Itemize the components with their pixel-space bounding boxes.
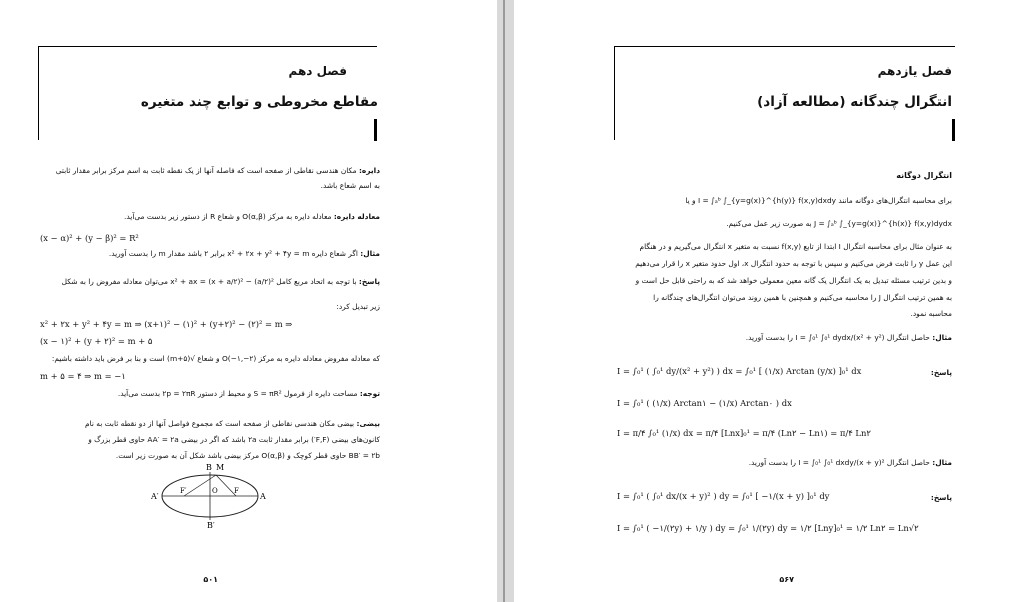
term-circle-equation: معادله دایره: <box>333 212 380 221</box>
circle-answer-eq3: m + ۵ = ۴ ⇒ m = −۱ <box>40 371 126 381</box>
ellipse-def-line3: BB′ = ۲b حاوی قطر کوچک و O(α,β) مرکز بیضی باشد شکل آن به صورت زیر است. <box>115 451 380 460</box>
term-example: مثال: <box>360 249 380 258</box>
term-note: توجه: <box>359 389 380 398</box>
ellipse-def-line2: کانون‌های بیضی (F,F′) برابر مقدار ثابت ۲a باشد که اگر در بیضی AA′ = ۲a حاوی قطر بزرگ و <box>88 435 380 444</box>
left-page-number: ۵۰۱ <box>203 575 218 584</box>
circle-example <box>109 249 380 259</box>
section-title: انتگرال دوگانه <box>896 171 952 180</box>
circle-answer-line3: که معادله مفروض معادله دایره به مرکز O(−۱,−۲) و شعاع √(m+۵) است و بنا بر فرض باید داشته باشیم: <box>51 354 380 363</box>
intro-line3: به عنوان مثال برای محاسبه انتگرال I ابتدا از تابع f(x,y) نسبت به متغیر x انتگرال می‌گیریم و در هنگام <box>639 242 952 251</box>
page-gutter <box>497 0 514 602</box>
area-note <box>118 389 380 399</box>
ellipse-definition <box>85 419 380 429</box>
circle-answer <box>62 277 380 287</box>
label-F-right: F <box>234 487 239 495</box>
label-O: O <box>212 487 218 495</box>
chapter-title-right: انتگرال چندگانه (مطالعه آزاد) <box>757 94 952 110</box>
circle-answer-eq1: x² + ۲x + y² + ۴y = m ⇒ (x+۱)² − (۱)² + (y+۲)² − (۲)² = m ⇒ <box>40 319 293 329</box>
term-answer-2: پاسخ: <box>930 493 952 502</box>
label-A-left: A′ <box>151 492 159 501</box>
chapter-title: مقاطع مخروطی و توابع چند متغیره <box>140 94 378 110</box>
answer-2-eq2: I = ∫₀¹ ( −۱/(۲y) + ۱/y ) dy = ∫₀¹ ۱/(۲y) dy = ۱/۲ [Lny]₀¹ = ۱/۲ Ln۲ = Ln√۲ <box>617 523 919 533</box>
term-circle: دایره: <box>358 166 380 175</box>
intro-line1: برای محاسبه انتگرال‌های دوگانه مانند I = ∫ₐᵇ ∫_{y=g(x)}^{h(y)} f(x,y)dxdy و یا <box>685 196 952 205</box>
circle-answer-eq2: (x − ۱)² + (y + ۲)² = m + ۵ <box>40 336 153 346</box>
term-ellipse: بیضی: <box>356 419 380 428</box>
term-answer-1: پاسخ: <box>930 368 952 377</box>
example-2-text: حاصل انتگرال I = ∫₀¹ ∫₀¹ dxdy/(x + y)² را بدست آورید. <box>748 458 930 467</box>
chapter-heading-box-right <box>614 46 955 140</box>
label-B-top: B <box>206 463 212 472</box>
circle-equation-desc: معادله دایره به مرکز O(α,β) و شعاع R از دستور زیر بدست می‌آید. <box>124 212 332 221</box>
gutter-divider <box>503 0 505 602</box>
circle-def-line1: مکان هندسی نقاطی از صفحه است که فاصله آنها از یک نقطه ثابت به اسم مرکز برابر مقدار ثابتی <box>55 166 357 175</box>
intro-line6: به همین ترتیب انتگرال J را محاسبه می‌کنیم و همچنین با همین روند می‌توان انتگرال‌های چندگانه را <box>653 293 952 302</box>
answer-1-eq1: I = ∫₀¹ ( ∫₀¹ dy/(x² + y²) ) dx = ∫₀¹ [ (۱/x) Arctan (y/x) ]₀¹ dx <box>617 366 862 376</box>
circle-definition <box>56 166 380 176</box>
circle-equation-formula: (x − α)² + (y − β)² = R² <box>40 233 139 243</box>
integral-example-1 <box>746 333 952 343</box>
ellipse-diagram <box>150 462 270 530</box>
chapter-number-right: فصل یازدهم <box>877 64 952 78</box>
chapter-number: فصل دهم <box>288 64 347 78</box>
chapter-heading-box <box>38 46 377 140</box>
circle-answer-text: با توجه به اتحاد مربع کامل x² + ax = (x + a/۲)² − (a/۲)² می‌توان معادله مفروض را به شکل <box>61 277 357 286</box>
intro-line4: این عمل y را ثابت فرض می‌کنیم و سپس با توجه به حدود انتگرال x، اول حدود متغیر x را قرار می‌دهیم <box>635 259 952 268</box>
left-page <box>0 0 497 602</box>
answer-1-eq2: I = ∫₀¹ ( (۱/x) Arctan۱ − (۱/x) Arctan۰ ) dx <box>617 398 792 408</box>
heading-box-corner-right <box>952 119 955 141</box>
circle-example-text: اگر شعاع دایره x² + ۲x + y² + ۴y = m برابر ۲ باشد مقدار m را بدست آورید. <box>108 249 358 258</box>
integral-example-2 <box>749 458 952 468</box>
ellipse-def-line1: بیضی مکان هندسی نقاطی از صفحه است که مجموع فواصل آنها از دو نقطه ثابت به نام <box>85 419 355 428</box>
example-1-text: حاصل انتگرال I = ∫₀¹ ∫₀¹ dydx/(x² + y²) را بدست آورید. <box>745 333 930 342</box>
label-F-left: F′ <box>180 487 187 495</box>
circle-equation-text <box>124 212 380 222</box>
term-example-1: مثال: <box>932 333 952 342</box>
answer-2-eq1: I = ∫₀¹ ( ∫₀¹ dx/(x + y)² ) dy = ∫₀¹ [ −۱/(x + y) ]₀¹ dy <box>617 491 830 501</box>
answer-1-eq3: I = π/۴ ∫₀¹ (۱/x) dx = π/۴ [Lnx]₀¹ = π/۴ (Ln۲ − Ln۱) = π/۴ Ln۲ <box>617 428 871 438</box>
focal-line-right <box>216 475 236 496</box>
intro-line2: J = ∫ₐᵇ ∫_{y=g(x)}^{h(x)} f(x,y)dydx به صورت زیر عمل می‌کنیم. <box>726 219 952 228</box>
heading-box-corner <box>374 119 377 141</box>
label-A-right: A <box>260 492 266 501</box>
right-page <box>514 0 1024 602</box>
area-note-text: مساحت دایره از فرمول S = πR² و محیط از دستور ۲p = ۲πR بدست می‌آید. <box>117 389 358 398</box>
term-example-2: مثال: <box>932 458 952 467</box>
label-M: M <box>216 463 225 472</box>
intro-line7: محاسبه نمود. <box>910 309 952 318</box>
label-B-bottom: B′ <box>207 521 215 530</box>
circle-answer-line2: زیر تبدیل کرد: <box>336 302 380 311</box>
intro-line5: و بدین ترتیب مسئله تبدیل به یک انتگرال یک گانه معین معمولی خواهد شد که به راحتی قابل حل است و <box>635 276 952 285</box>
circle-def-line2: به اسم شعاع باشد. <box>320 181 380 190</box>
right-page-number: ۵۶۷ <box>779 575 794 584</box>
term-answer: پاسخ: <box>358 277 380 286</box>
